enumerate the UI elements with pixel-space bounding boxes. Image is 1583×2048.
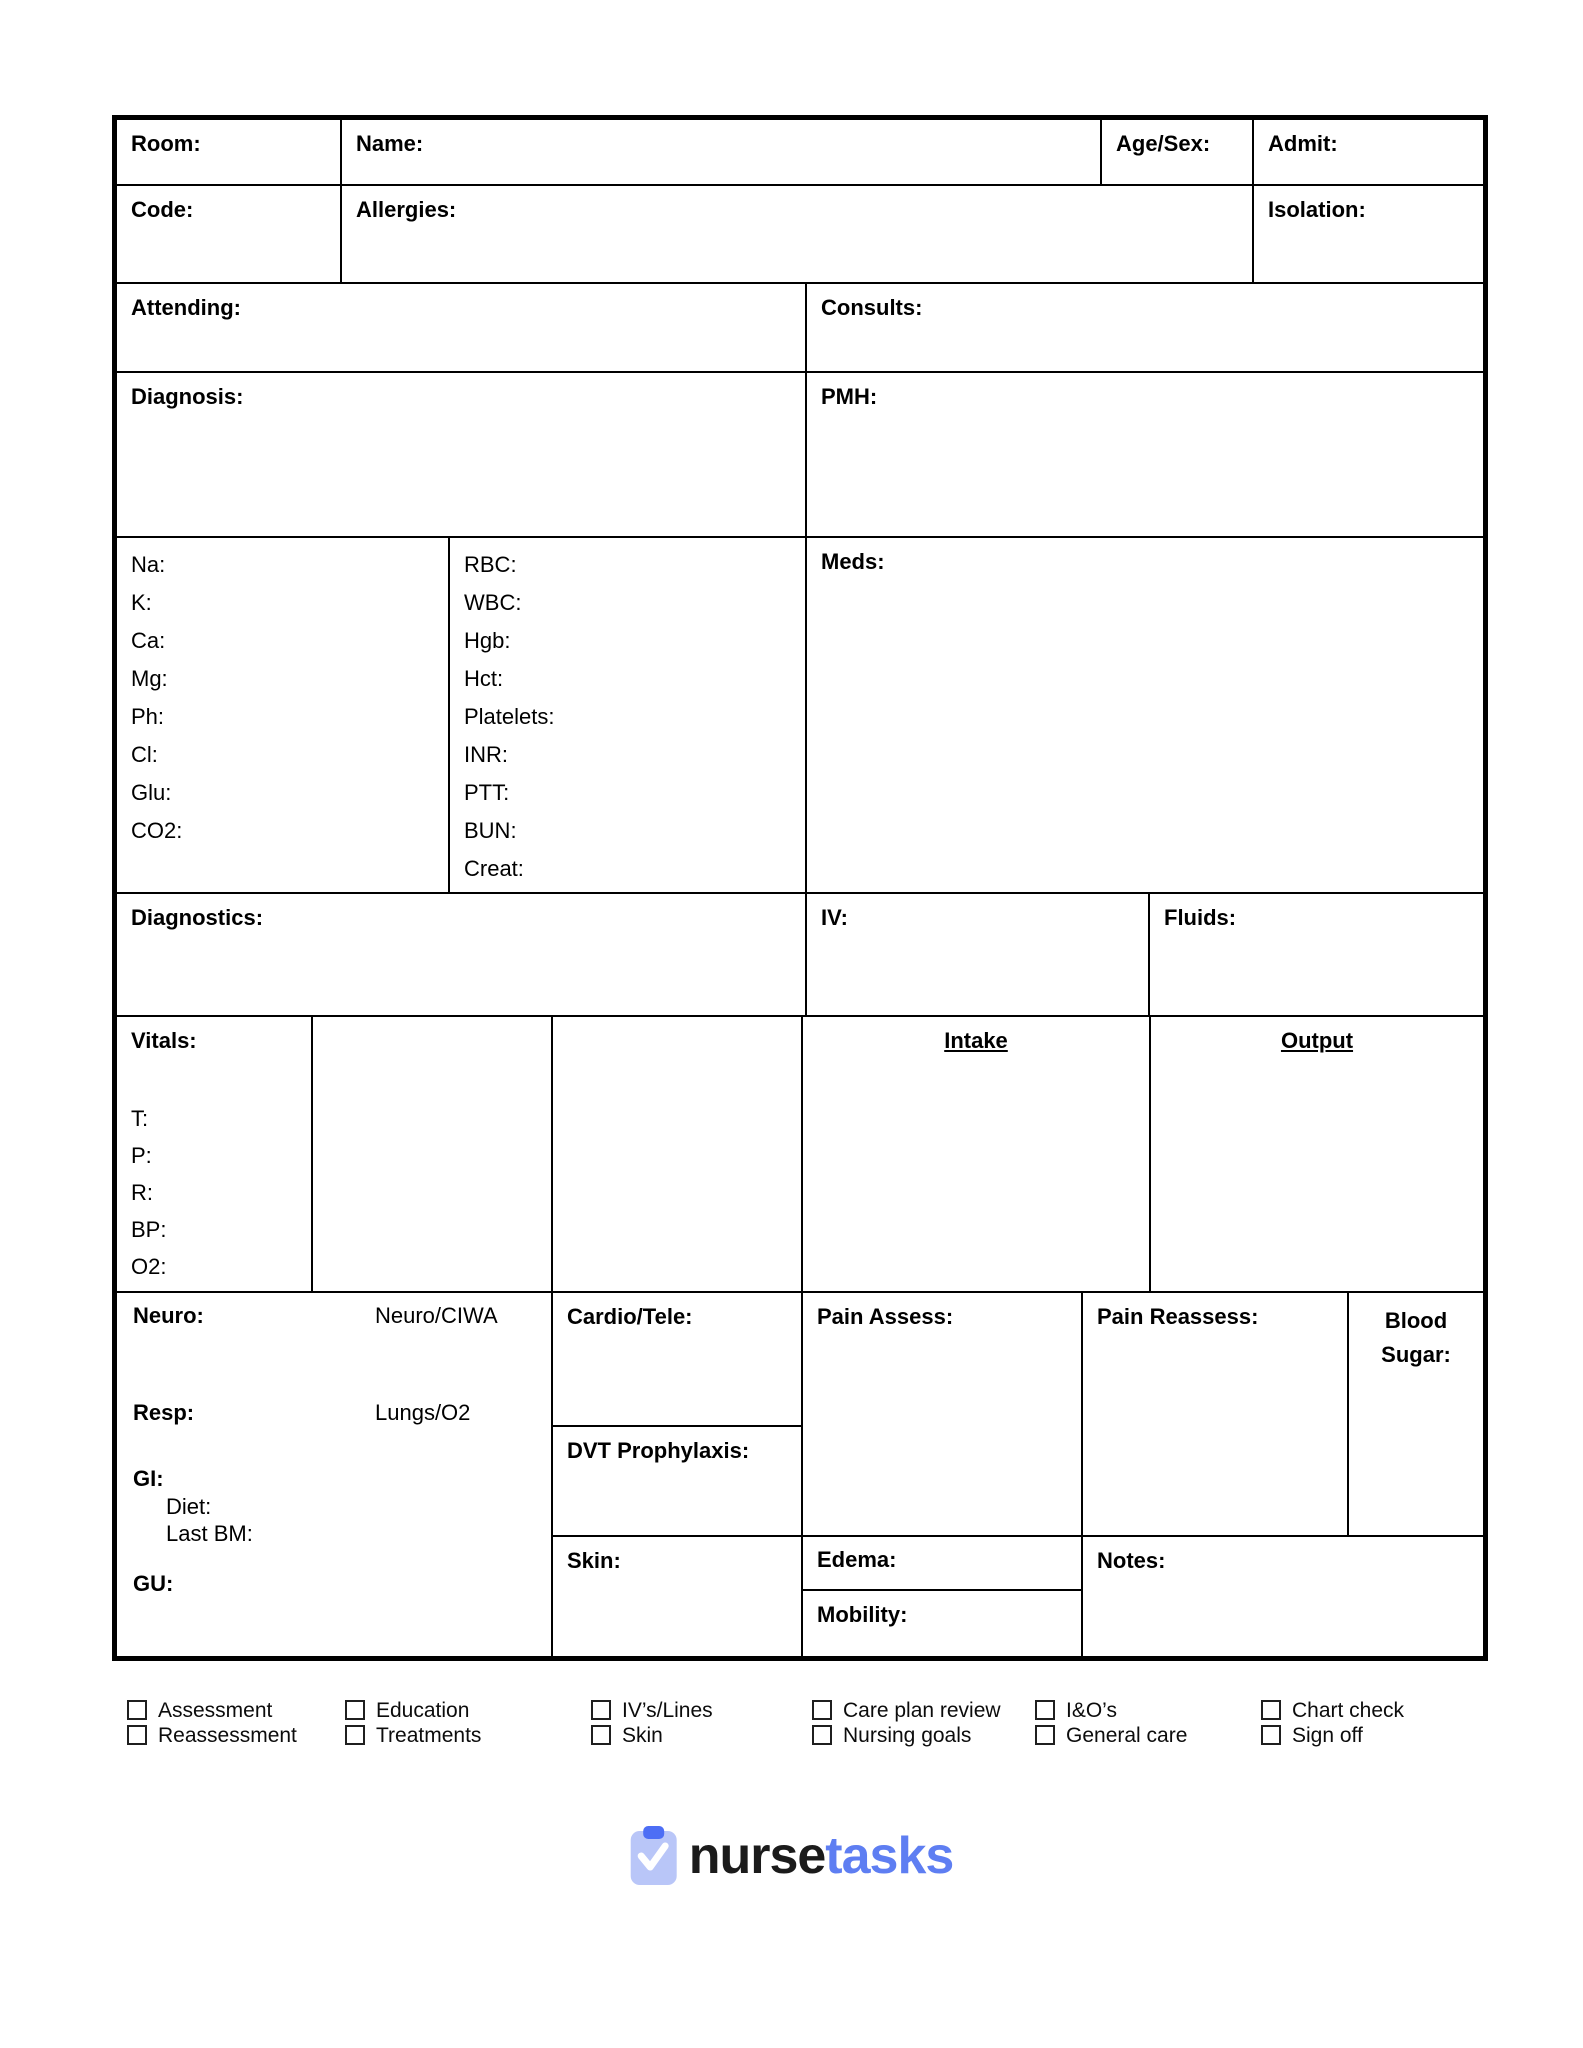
age-sex-label: Age/Sex: (1116, 131, 1211, 156)
age-sex-cell (1101, 119, 1253, 185)
row-systems (116, 1292, 1484, 1657)
blood-sugar-label-line2: Sugar: (1381, 1342, 1451, 1367)
meds-cell (806, 537, 1484, 893)
pmh-label: PMH: (821, 384, 878, 409)
mobility-cell (802, 1590, 1082, 1657)
nursing-goals-checkbox[interactable] (812, 1725, 832, 1745)
edema-label: Edema: (817, 1547, 897, 1572)
list-item: R: (131, 1180, 153, 1205)
vitals-cell (116, 1016, 312, 1292)
checklist-col-4 (812, 1700, 1001, 1750)
nursetasks-logo (630, 1826, 954, 1886)
diet-line (117, 1494, 551, 1520)
checklist-col-3 (591, 1700, 713, 1750)
last-bm-label: Last BM: (166, 1521, 253, 1546)
labs-hematology-list (450, 538, 805, 888)
education-checkbox[interactable] (345, 1700, 365, 1720)
diet-label: Diet: (166, 1494, 212, 1519)
checklist-item (812, 1700, 1001, 1720)
chart-check-checkbox[interactable] (1261, 1700, 1281, 1720)
name-label: Name: (356, 131, 424, 156)
brand-wordmark (689, 1826, 954, 1886)
dvt-prophylaxis-label: DVT Prophylaxis: (567, 1438, 750, 1463)
neuro-systems-cell (116, 1292, 552, 1657)
intake-label: Intake (944, 1028, 1008, 1053)
checkbox-label: IV’s/Lines (622, 1698, 713, 1722)
checklist-item (812, 1725, 1001, 1745)
gi-line (117, 1466, 551, 1492)
room-label: Room: (131, 131, 201, 156)
checklist-item (127, 1725, 297, 1745)
skin-checkbox[interactable] (591, 1725, 611, 1745)
allergies-label: Allergies: (356, 197, 457, 222)
diagnostics-label: Diagnostics: (131, 905, 264, 930)
row-diagnosis-pmh (116, 372, 1484, 537)
list-item: T: (131, 1106, 149, 1131)
intake-cell (802, 1016, 1150, 1292)
brand-part-tasks: tasks (825, 1827, 954, 1885)
checkbox-label: Nursing goals (843, 1723, 972, 1747)
checkbox-label: Sign off (1292, 1723, 1363, 1747)
notes-cell (1082, 1536, 1484, 1657)
cardio-tele-label: Cardio/Tele: (567, 1304, 693, 1329)
skin-cell (552, 1536, 802, 1657)
pain-notes-region (802, 1292, 1484, 1657)
last-bm-line (117, 1521, 551, 1547)
checkbox-label: Education (376, 1698, 470, 1722)
name-cell (341, 119, 1101, 185)
isolation-label: Isolation: (1268, 197, 1366, 222)
output-cell (1150, 1016, 1484, 1292)
checkbox-label: Skin (622, 1723, 663, 1747)
pain-reassess-cell (1082, 1292, 1348, 1536)
dvt-prophylaxis-cell (552, 1426, 802, 1536)
list-item: K: (131, 590, 152, 615)
isolation-cell (1253, 185, 1484, 283)
fluids-label: Fluids: (1164, 905, 1237, 930)
gu-line (117, 1571, 551, 1597)
skin-label: Skin: (567, 1548, 621, 1573)
checklist-item (591, 1725, 713, 1745)
list-item: Ca: (131, 628, 166, 653)
resp-label: Resp: (133, 1400, 195, 1425)
allergies-cell (341, 185, 1253, 283)
checkbox-label: Treatments (376, 1723, 482, 1747)
neuro-note: Neuro/CIWA (375, 1303, 498, 1328)
list-item: Hct: (464, 666, 504, 691)
list-item: Glu: (131, 780, 172, 805)
list-item: BUN: (464, 818, 517, 843)
checklist-item (1035, 1725, 1187, 1745)
vitals-blank-cell-1 (312, 1016, 552, 1292)
list-item: CO2: (131, 818, 183, 843)
row-labs-meds (116, 537, 1484, 893)
list-item: P: (131, 1143, 152, 1168)
checklist-item (127, 1700, 297, 1720)
list-item: WBC: (464, 590, 522, 615)
checklist-item (591, 1700, 713, 1720)
mobility-label: Mobility: (817, 1602, 908, 1627)
checkbox-label: General care (1066, 1723, 1188, 1747)
ios-checkbox[interactable] (1035, 1700, 1055, 1720)
consults-label: Consults: (821, 295, 923, 320)
vitals-label: Vitals: (131, 1028, 197, 1053)
list-item: Creat: (464, 856, 524, 881)
iv-label: IV: (821, 905, 848, 930)
list-item: PTT: (464, 780, 510, 805)
blood-sugar-label-line1: Blood (1384, 1308, 1448, 1333)
checkbox-label: Chart check (1292, 1698, 1405, 1722)
list-item: Cl: (131, 742, 158, 767)
list-item: Mg: (131, 666, 168, 691)
pmh-cell (806, 372, 1484, 537)
task-checklist (0, 1700, 1583, 1760)
list-item: Hgb: (464, 628, 511, 653)
checklist-col-2 (345, 1700, 481, 1750)
vitals-blank-cell-2 (552, 1016, 802, 1292)
checklist-col-6 (1261, 1700, 1404, 1750)
code-label: Code: (131, 197, 194, 222)
output-label: Output (1280, 1028, 1354, 1053)
diagnosis-cell (116, 372, 806, 537)
checkbox-label: Care plan review (843, 1698, 1001, 1722)
room-cell (116, 119, 341, 185)
attending-cell (116, 283, 806, 372)
checkbox-label: Reassessment (158, 1723, 297, 1747)
checklist-item (1035, 1700, 1187, 1720)
sign-off-checkbox[interactable] (1261, 1725, 1281, 1745)
checklist-col-5 (1035, 1700, 1187, 1750)
diagnosis-label: Diagnosis: (131, 384, 244, 409)
checklist-item (345, 1725, 481, 1745)
iv-cell (806, 893, 1149, 1016)
pain-assess-cell (802, 1292, 1082, 1536)
vitals-list (117, 1100, 311, 1285)
row-attending-consults (116, 283, 1484, 372)
list-item: Ph: (131, 704, 165, 729)
cardio-tele-cell (552, 1292, 802, 1426)
cardio-column (552, 1292, 802, 1657)
admit-cell (1253, 119, 1484, 185)
gu-label: GU: (133, 1571, 174, 1596)
clipboard-check-icon (630, 1826, 677, 1886)
checkbox-label: Assessment (158, 1698, 273, 1722)
neuro-label: Neuro: (133, 1303, 204, 1328)
pain-row (802, 1292, 1484, 1536)
meds-label: Meds: (821, 549, 885, 574)
care-plan-review-checkbox[interactable] (812, 1700, 832, 1720)
checklist-col-1 (127, 1700, 297, 1750)
row-patient-id (116, 119, 1484, 185)
edema-cell (802, 1536, 1082, 1590)
neuro-line (117, 1303, 551, 1329)
ivs-lines-checkbox[interactable] (591, 1700, 611, 1720)
list-item: BP: (131, 1217, 167, 1242)
reassessment-checkbox[interactable] (127, 1725, 147, 1745)
list-item: INR: (464, 742, 508, 767)
checklist-item (1261, 1725, 1404, 1745)
resp-note: Lungs/O2 (375, 1400, 471, 1425)
row-code-allergies (116, 185, 1484, 283)
list-item: Platelets: (464, 704, 555, 729)
brand-part-nurse: nurse (688, 1827, 826, 1885)
checklist-item (345, 1700, 481, 1720)
code-cell (116, 185, 341, 283)
attending-label: Attending: (131, 295, 241, 320)
blood-sugar-cell (1348, 1292, 1484, 1536)
general-care-checkbox[interactable] (1035, 1725, 1055, 1745)
row-vitals-io (116, 1016, 1484, 1292)
edema-mobility-column (802, 1536, 1082, 1657)
row-diagnostics-iv-fluids (116, 893, 1484, 1016)
labs-chemistry-list (117, 538, 448, 850)
checkbox-label: I&O’s (1066, 1698, 1117, 1722)
assessment-checkbox[interactable] (127, 1700, 147, 1720)
checklist-item (1261, 1700, 1404, 1720)
consults-cell (806, 283, 1484, 372)
diagnostics-cell (116, 893, 806, 1016)
pain-reassess-label: Pain Reassess: (1097, 1304, 1259, 1329)
fluids-cell (1149, 893, 1484, 1016)
labs-chemistry-cell (116, 537, 449, 893)
resp-line (117, 1400, 551, 1426)
list-item: Na: (131, 552, 166, 577)
gi-label: GI: (133, 1466, 164, 1491)
report-form-table (112, 115, 1488, 1661)
pain-assess-label: Pain Assess: (817, 1304, 954, 1329)
edema-notes-row (802, 1536, 1484, 1657)
list-item: RBC: (464, 552, 517, 577)
list-item: O2: (131, 1254, 167, 1279)
labs-hematology-cell (449, 537, 806, 893)
notes-label: Notes: (1097, 1548, 1166, 1573)
admit-label: Admit: (1268, 131, 1338, 156)
treatments-checkbox[interactable] (345, 1725, 365, 1745)
